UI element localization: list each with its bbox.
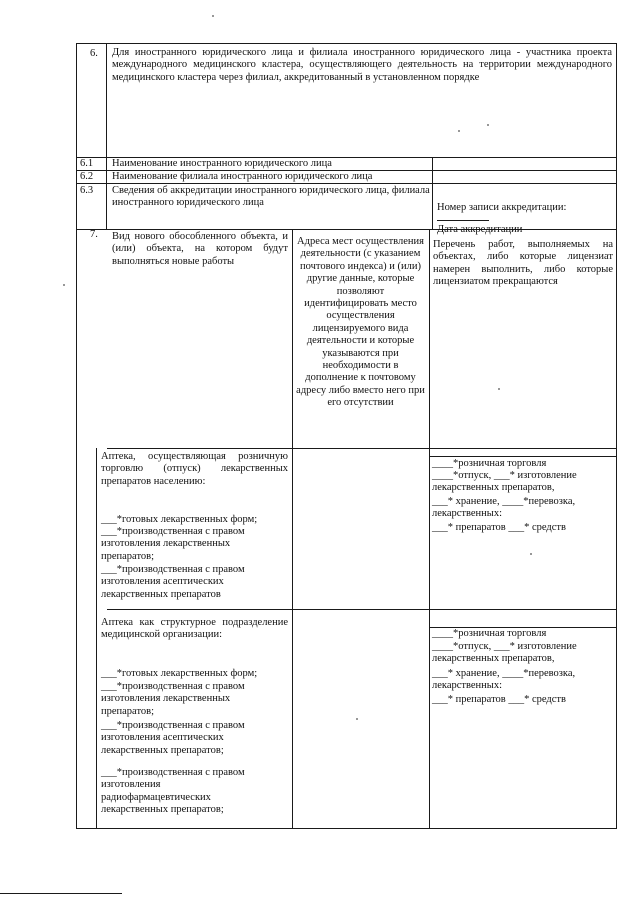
row7-header-bottom-rule xyxy=(107,448,617,449)
footnote-separator xyxy=(0,893,122,894)
row6-1-label: Наименование иностранного юридического лица xyxy=(112,158,332,169)
scan-speck xyxy=(212,15,214,17)
row7-address-header: Адреса мест осуществления деятельности (с указанием почтового индекса) и (или) другие данные, которые позволяют идентифицировать место осуществления лицензируемого вида деятельности и которые указываются при необходимости в дополнение к почтовому адресу либо вместо него при его отсутствии xyxy=(296,236,425,409)
table-border-right xyxy=(616,43,617,829)
record-number-underline xyxy=(437,220,489,221)
med-pharmacy-work-storage: ___* хранение, ____*перевозка, лекарственных: xyxy=(432,668,576,692)
row6-description: Для иностранного юридического лица и филиала иностранного юридического лица - участника проекта международного медицинского кластера, осуществляющего деятельность на территории международного медицинского кластера через филиал, аккредитованный в установленном порядке xyxy=(112,47,612,83)
row6-1-col-divider xyxy=(432,157,433,229)
row7-works-header: Перечень работ, выполняемых на объектах, либо которые лицензиат намерен выполнить, либо которые лицензиатом прекращаются xyxy=(433,239,613,288)
scan-speck xyxy=(356,718,358,720)
med-pharmacy-option-radiopharm: ___*производственная с правом изготовления радиофармацевтических лекарственных препаратов; xyxy=(101,767,245,816)
med-pharmacy-work-products: ___* препаратов ___* средств xyxy=(432,694,566,705)
row7-object-type-header: Вид нового обособленного объекта, и (или) объекта, на котором будут выполняться новые работы xyxy=(112,231,288,267)
pharmacy-option-production: ___*производственная с правом изготовления лекарственных препаратов; xyxy=(101,526,245,562)
med-pharmacy-option-aseptic: ___*производственная с правом изготовления асептических лекарственных препаратов; xyxy=(101,720,245,756)
row6-1-number: 6.1 xyxy=(80,158,94,169)
row6-3-number: 6.3 xyxy=(80,185,94,196)
pharmacy-work-dispensing: ____*отпуск, ___* изготовление лекарственных препаратов, xyxy=(432,470,577,494)
pharmacy-work-products: ___* препаратов ___* средств xyxy=(432,522,566,533)
row6-number: 6. xyxy=(90,48,98,59)
med-pharmacy-option-ready-forms: ___*готовых лекарственных форм; xyxy=(101,668,258,679)
med-pharmacy-option-production: ___*производственная с правом изготовления лекарственных препаратов; xyxy=(101,681,245,717)
pharmacy-work-retail: ____*розничная торговля xyxy=(432,458,547,469)
table-border-left xyxy=(76,43,77,829)
row7-col1-divider xyxy=(292,229,293,829)
pharmacy-title: Аптека, осуществляющая розничную торговлю (отпуск) лекарственных препаратов населению: xyxy=(101,451,288,487)
accreditation-date-label: Дата аккредитации xyxy=(437,224,523,235)
row7-inner-left-lower xyxy=(96,448,97,829)
scan-speck xyxy=(530,553,532,555)
med-pharmacy-work-retail: ____*розничная торговля xyxy=(432,628,547,639)
scan-speck xyxy=(487,124,489,126)
pharmacy-bottom-rule xyxy=(107,609,617,610)
pharmacy-option-ready-forms: ___*готовых лекарственных форм; xyxy=(101,514,258,525)
pharmacy-option-aseptic: ___*производственная с правом изготовления асептических лекарственных препаратов xyxy=(101,564,245,600)
table-number-column-divider xyxy=(106,43,107,229)
med-pharmacy-title: Аптека как структурное подразделение медицинской организации: xyxy=(101,617,288,641)
scan-speck xyxy=(498,388,500,390)
row6-2-number: 6.2 xyxy=(80,171,94,182)
row6-top-rule xyxy=(76,43,617,44)
row6-2-label: Наименование филиала иностранного юридического лица xyxy=(112,171,373,182)
accreditation-record-label: Номер записи аккредитации: xyxy=(437,202,567,213)
scan-speck xyxy=(63,284,65,286)
scan-speck xyxy=(458,130,460,132)
table-bottom-rule xyxy=(76,828,617,829)
pharmacy-work-storage: ___* хранение, ____*перевозка, лекарственных: xyxy=(432,496,576,520)
pharmacy-works-box-top xyxy=(429,456,617,457)
row7-col2-divider xyxy=(429,229,430,829)
med-pharmacy-work-dispensing: ____*отпуск, ___* изготовление лекарственных препаратов, xyxy=(432,641,577,665)
row6-3-label: Сведения об аккредитации иностранного юридического лица, филиала иностранного юридического лица xyxy=(112,185,430,209)
row7-number: 7. xyxy=(90,229,98,240)
